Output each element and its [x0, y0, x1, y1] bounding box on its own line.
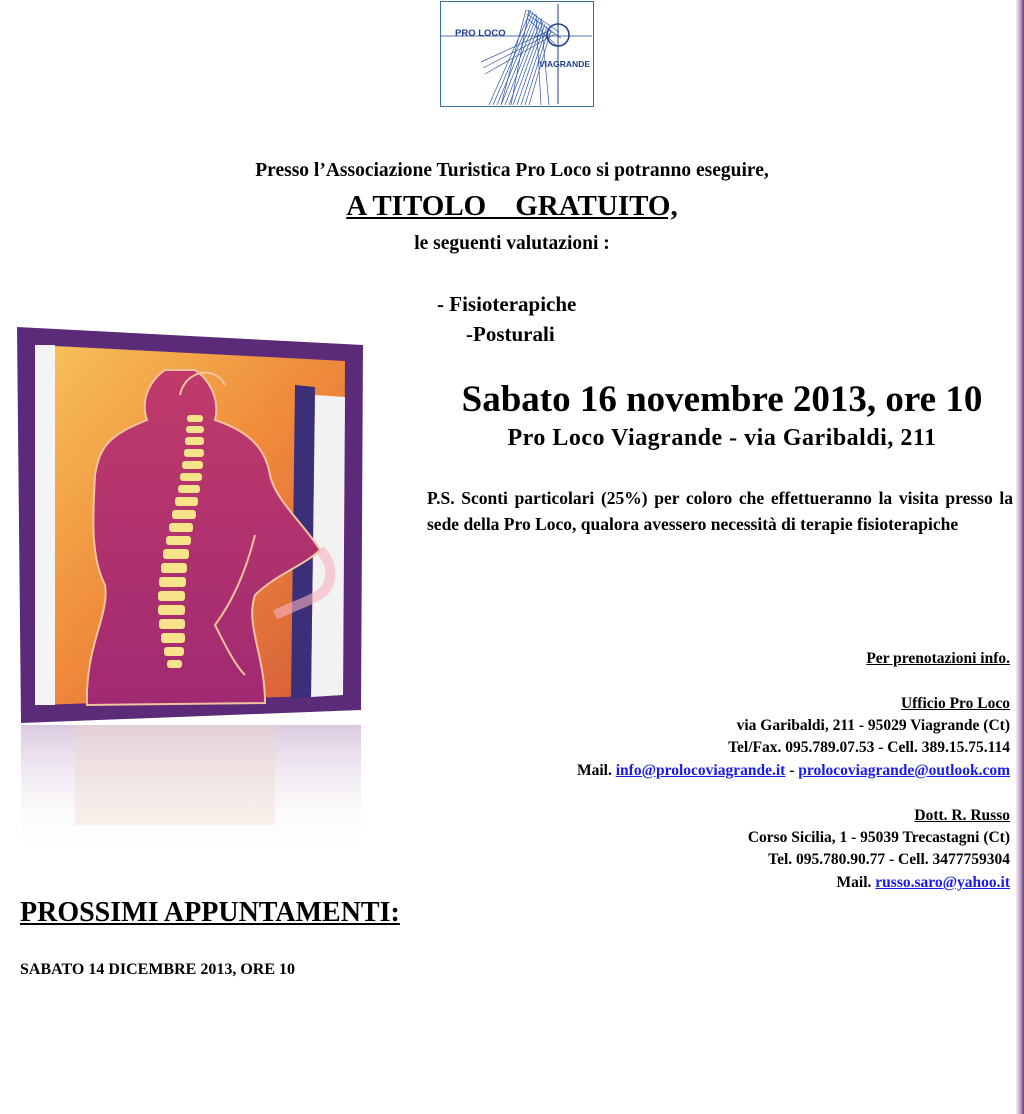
office-mail-link-2[interactable]: prolocoviagrande@outlook.com: [798, 762, 1010, 779]
spine-illustration: [15, 325, 363, 725]
logo-text-pro-loco: PRO LOCO: [455, 28, 506, 39]
evaluation-item-posture: -Posturali: [466, 322, 555, 346]
event-place: Pro Loco Viagrande - via Garibaldi, 211: [507, 425, 937, 451]
booking-title: Per prenotazioni info.: [866, 650, 1010, 667]
doctor-mail-line: [430, 874, 1010, 892]
event-date: Sabato 16 novembre 2013, ore 10: [461, 379, 983, 420]
office-mail-line: [430, 762, 1010, 780]
illustration-reflection: [15, 725, 363, 855]
evaluations-intro: le seguenti valutazioni :: [414, 233, 610, 254]
intro-text: Presso l’Associazione Turistica Pro Loco si potranno eseguire,: [255, 160, 769, 181]
doctor-name: Dott. R. Russo: [914, 807, 1010, 824]
logo-graphic: [441, 2, 592, 105]
next-appointment-date: SABATO 14 DICEMBRE 2013, ORE 10: [20, 961, 295, 978]
doctor-phone: Tel. 095.780.90.77 - Cell. 3477759304: [768, 851, 1010, 868]
free-title: A TITOLO GRATUITO,: [346, 190, 678, 222]
ps-note: P.S. Sconti particolari (25%) per coloro che effettueranno la visita presso la sede della Pro Loco, qualora avessero necessità di terapie fisioterapiche: [427, 488, 1013, 534]
evaluation-item-physiotherapy: - Fisioterapiche: [437, 292, 577, 316]
office-address: via Garibaldi, 211 - 95029 Viagrande (Ct): [736, 717, 1010, 734]
office-phone: Tel/Fax. 095.789.07.53 - Cell. 389.15.75.114: [728, 739, 1010, 756]
doctor-mail-label: Mail.: [836, 874, 872, 891]
doctor-address: Corso Sicilia, 1 - 95039 Trecastagni (Ct): [747, 829, 1010, 846]
office-name: Ufficio Pro Loco: [900, 695, 1010, 712]
office-mail-separator: -: [789, 762, 795, 779]
logo-text-viagrande: VIAGRANDE: [539, 59, 591, 69]
doctor-mail-link[interactable]: russo.saro@yahoo.it: [875, 874, 1010, 891]
pro-loco-logo: [440, 1, 594, 107]
next-appointments-title: PROSSIMI APPUNTAMENTI:: [20, 897, 400, 928]
office-mail-link-1[interactable]: info@prolocoviagrande.it: [615, 762, 786, 779]
office-mail-label: Mail.: [577, 762, 612, 779]
